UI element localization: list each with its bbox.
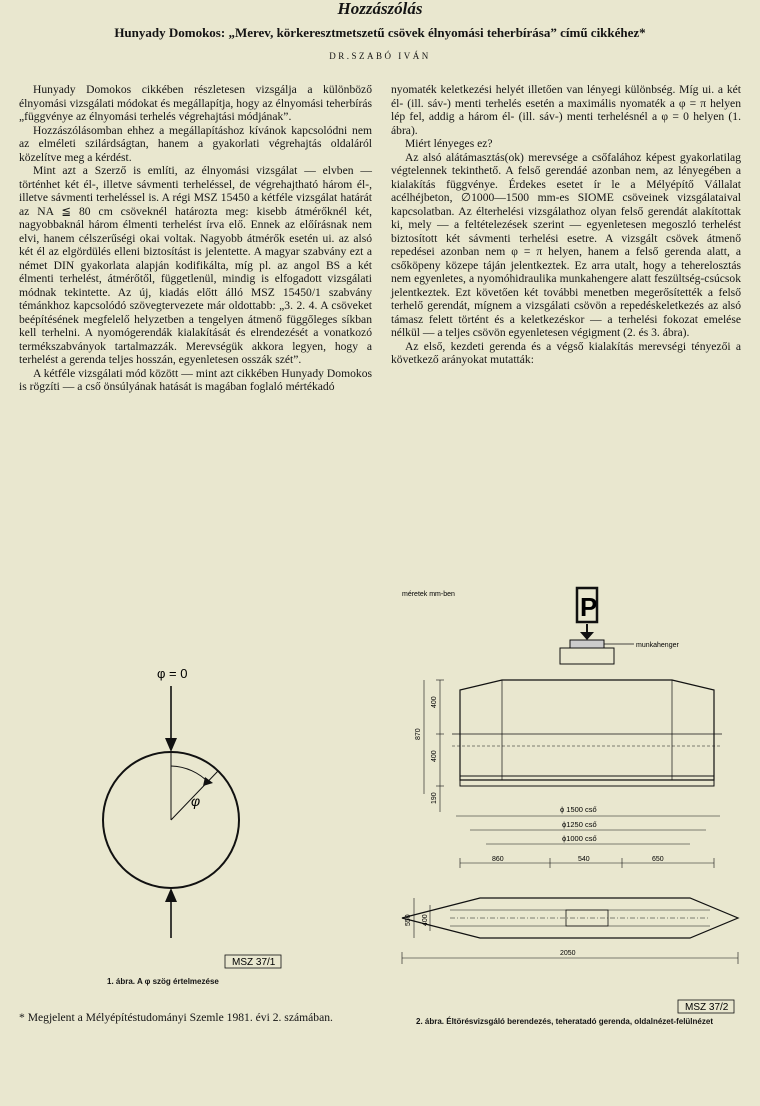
- figure-1: [19, 646, 289, 1006]
- pipe-1250-label: ϕ1250 cső: [562, 820, 597, 829]
- angle-arc: [171, 766, 209, 783]
- dim-870: 870: [415, 728, 422, 740]
- dim-400-mid: 400: [431, 750, 438, 762]
- dim-190: 190: [431, 792, 438, 804]
- load-arrow-head: [580, 632, 594, 640]
- right-column: [391, 83, 741, 367]
- figure-2-caption: 2. ábra. Éltörésvizsgáló berendezés, teheratadó gerenda, oldalnézet-felülnézet: [416, 1017, 713, 1026]
- top-arrow-head: [165, 738, 177, 752]
- lower-support-bar: [460, 776, 714, 786]
- paragraph: Az alsó alátámasztás(ok) merevsége a csőfalához képest gyakorlatilag végtelennek tekinthető. A felső gerendáé azonban nem, az lényegében a kialakítás függvénye. Érdekes esetet ír le a Mélyépítő Vállalat acélhéjbeton, ∅1000—1500 mm-es SIOME csöveinek vizsgálataival kapcsolatban. Az élterhelési vizsgálathoz olyan felső gerendát alakítottak ki, mely — a feltételezések szerint — egyenletesen megoszló terhelést biztosított két sávmenti terhelési esetre. A vizsgált csövek átmenő repedései azonban nem φ = π helyen, hanem a felső gerenda alatt, a csőköpeny közepe táján jelentkeztek. Ez arra utalt, hogy a teherelosztás nem egyenletes, a nyomóhidraulika munkahengere alatt feszültség-csúcsok jelentkeztek. Ezt követően két további menetben megerősítették a felső terhelő gerendát, mígnem a vizsgálati csövön a repedéskeletkezés az alsó támasz felett történt és a keletkezéskor — a terhelési fokozat emelése nélkül — a teljes csövön egyenletesen végigment (2. és 3. ábra).: [391, 150, 741, 339]
- pipe-1500-label: ϕ 1500 cső: [560, 805, 597, 814]
- dim-400-top: 400: [431, 696, 438, 708]
- load-p-symbol: P: [580, 592, 598, 622]
- paragraph: Az első, kezdeti gerenda és a végső kialakítás merevségi tényezői a következő arányokat mutatták:: [391, 339, 741, 366]
- press-cylinder: [570, 640, 604, 648]
- dim-550: 550: [405, 914, 412, 926]
- press-head: [560, 648, 614, 664]
- cylinder-label: munkahenger: [636, 642, 679, 649]
- article-subtitle: Hunyady Domokos: „Merev, körkeresztmetszetű csövek élnyomási teherbírása” című cikkéhez*: [114, 25, 646, 40]
- dim-400-top-view: 400: [422, 914, 429, 926]
- phi-zero-label: φ = 0: [157, 666, 188, 681]
- figure-tag: MSZ 37/1: [232, 957, 276, 968]
- dim-860: 860: [492, 856, 504, 863]
- paragraph: Miért lényeges ez?: [405, 137, 493, 150]
- phi-label: φ: [191, 793, 201, 809]
- figure-1-caption: 1. ábra. A φ szög értelmezése: [107, 977, 219, 986]
- footnote-text: * Megjelent a Mélyépítéstudományi Szemle 1981. évi 2. számában.: [19, 1011, 333, 1024]
- article-heading: Hozzászólás: [337, 0, 423, 18]
- left-column: [19, 83, 372, 394]
- dim-650: 650: [652, 856, 664, 863]
- dim-2050: 2050: [560, 950, 576, 957]
- author-name: DR.SZABÓ IVÁN: [329, 51, 431, 61]
- beam-side-view: [460, 680, 714, 780]
- dim-540: 540: [578, 856, 590, 863]
- paragraph: nyomaték keletkezési helyét illetően van lényegi különbség. Míg ui. a két él- (ill. sáv-) menti terhelés esetén a maximális nyomaték a φ = π helyen lép fel, addig a három él- (ill. sáv-) menti terhelésnél a φ = 0 helyen (1. ábra).: [391, 83, 741, 137]
- footnote: [19, 1011, 364, 1025]
- units-note: méretek mm-ben: [402, 591, 455, 598]
- paragraph: Hunyady Domokos cikkében részletesen vizsgálja a különböző élnyomási vizsgálati módokat és megállapítja, hogy az élnyomási teherbírás „függvénye az élnyomási terhelés végrehajtási módjának”.: [19, 83, 372, 123]
- paragraph: Hozzászólásomban ehhez a megállapításhoz kívánok kapcsolódni nem az elméleti szilárdságtan, hanem a gyakorlati végrehajtás oldaláról közelítve meg a kérdést.: [19, 123, 372, 164]
- pipe-1000-label: ϕ1000 cső: [562, 834, 597, 843]
- paragraph: Mint azt a Szerző is említi, az élnyomási vizsgálat — elvben — történhet két él-, illetve sávmenti terheléssel, de végrehajtható három él-, illetve sávmenti terheléssel is. A régi MSZ 15450 a kétféle vizsgálat határát az NA ≦ 80 cm csöveknél határozta meg: kisebb átmérőknél két, nagyobbaknál három élmenti terhelést írva elő. Ennek az előírásnak nem elvi, hanem célszerűségi okai voltak. Nagyobb átmérők esetén ui. az alsó két él az elgördülés elleni biztosítást is jelentette. A magyar szabvány ezt a német DIN gyakorlata alapján kodifikálta, míg pl. az angol BS a két élmenti terhelést, átmérőtől, függetlenül, mindig is elfogadott vizsgálati módnak tekintette. Az új, kiadás előtt álló MSZ 15450/1 szabvány témánkhoz kapcsolódó szövegtervezete már oldottabb: „3. 2. 4. A csöveket beépítésének megfelelő helyzetben a tengelyen átmenő függőleges síkban kell terhelni. A nyomógerendák kialakítását és elrendezését a vonatkozó termékszabványok tartalmazzák. Merevségük akkora legyen, hogy a terhelést a gerenda teljes hosszán, egyenletesen osszák szét”.: [19, 164, 372, 366]
- bottom-arrow-head: [165, 888, 177, 902]
- figure-tag: MSZ 37/2: [685, 1002, 729, 1013]
- paragraph: A kétféle vizsgálati mód között — mint azt cikkében Hunyady Domokos is rögzíti — a cső önsúlyának hatását is magában foglaló mértékadó: [19, 366, 372, 393]
- figure-2: [390, 580, 745, 1040]
